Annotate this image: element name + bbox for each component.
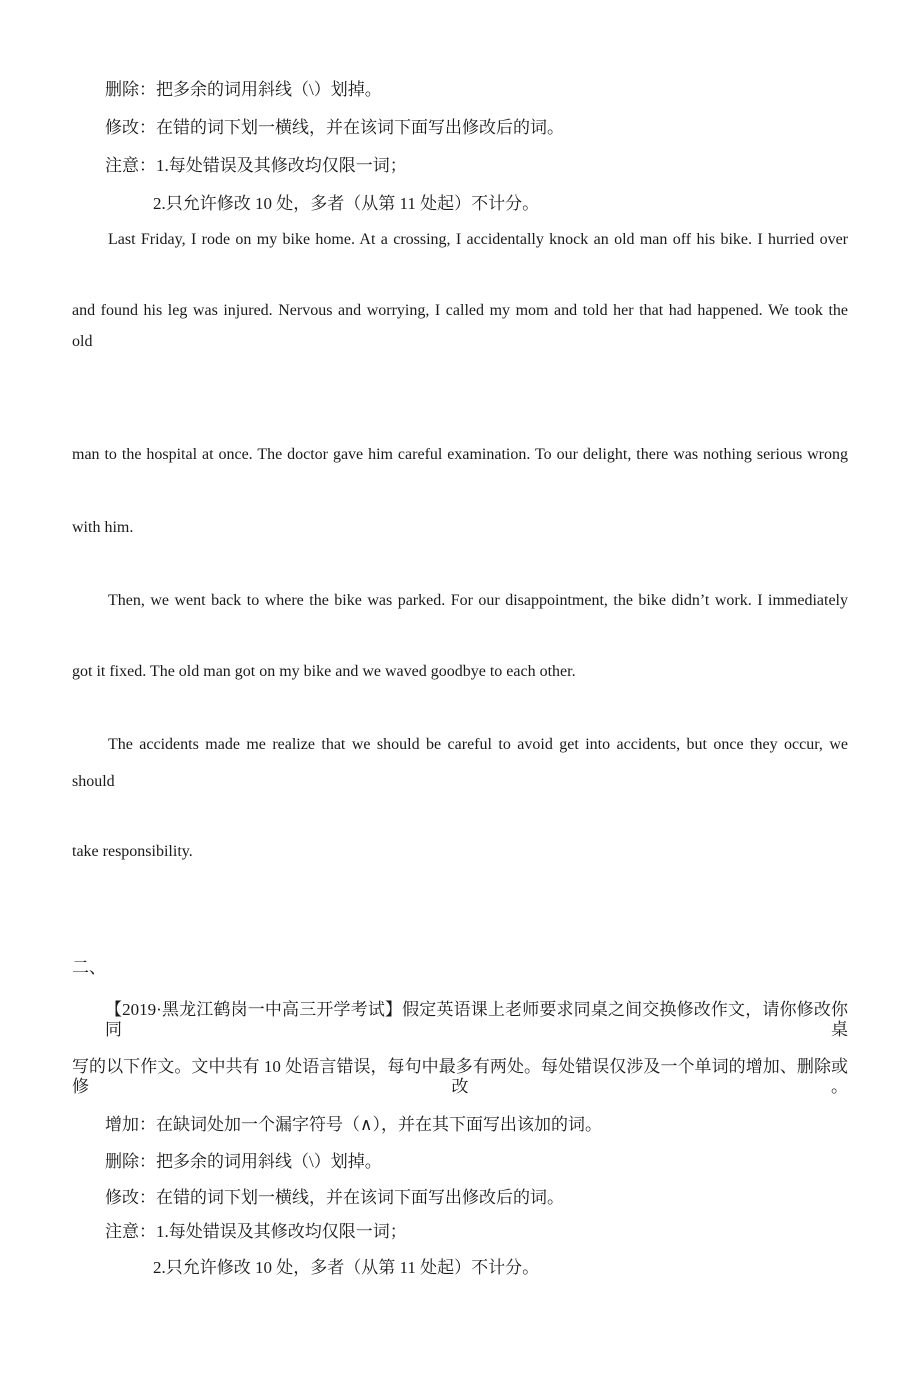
essay-line: old xyxy=(72,333,93,350)
instruction-note-2: 2.只允许修改 10 处，多者（从第 11 处起）不计分。 xyxy=(153,1258,540,1277)
prompt-line: 写的以下作文。文中共有 10 处语言错误，每句中最多有两处。每处错误仅涉及一个单词的增加、删除或修改。 xyxy=(72,1057,848,1096)
document-page xyxy=(0,80,920,1382)
essay-line: Last Friday, I rode on my bike home. At a crossing, I accidentally knock an old man off his bike. I hurried over xyxy=(108,231,848,248)
instruction-note-2: 2.只允许修改 10 处，多者（从第 11 处起）不计分。 xyxy=(153,194,540,213)
essay-line: take responsibility. xyxy=(72,843,193,860)
instruction-modify: 修改：在错的词下划一横线，并在该词下面写出修改后的词。 xyxy=(105,1188,564,1207)
essay-line: should xyxy=(72,773,115,790)
essay-line: and found his leg was injured. Nervous and worrying, I called my mom and told her that had happened. We took the xyxy=(72,302,848,319)
essay-line: Then, we went back to where the bike was parked. For our disappointment, the bike didn’t work. I immediately xyxy=(108,592,848,609)
essay-line: with him. xyxy=(72,519,134,536)
essay-line: The accidents made me realize that we should be careful to avoid get into accidents, but once they occur, we xyxy=(108,736,848,753)
instruction-note-1: 注意：1.每处错误及其修改均仅限一词； xyxy=(105,156,407,175)
instruction-note-1: 注意：1.每处错误及其修改均仅限一词； xyxy=(105,1222,407,1241)
section-two-heading: 二、 xyxy=(72,958,106,977)
essay-line: got it fixed. The old man got on my bike and we waved goodbye to each other. xyxy=(72,663,576,680)
instruction-delete: 删除：把多余的词用斜线（\）划掉。 xyxy=(105,80,382,99)
instruction-delete: 删除：把多余的词用斜线（\）划掉。 xyxy=(105,1152,382,1171)
instruction-modify: 修改：在错的词下划一横线，并在该词下面写出修改后的词。 xyxy=(105,118,564,137)
instruction-add: 增加：在缺词处加一个漏字符号（∧），并在其下面写出该加的词。 xyxy=(105,1115,602,1134)
prompt-line: 【2019·黑龙江鹤岗一中高三开学考试】假定英语课上老师要求同桌之间交换修改作文，请你修改你同桌 xyxy=(105,1000,848,1039)
essay-line: man to the hospital at once. The doctor gave him careful examination. To our delight, there was nothing serious wrong xyxy=(72,446,848,463)
